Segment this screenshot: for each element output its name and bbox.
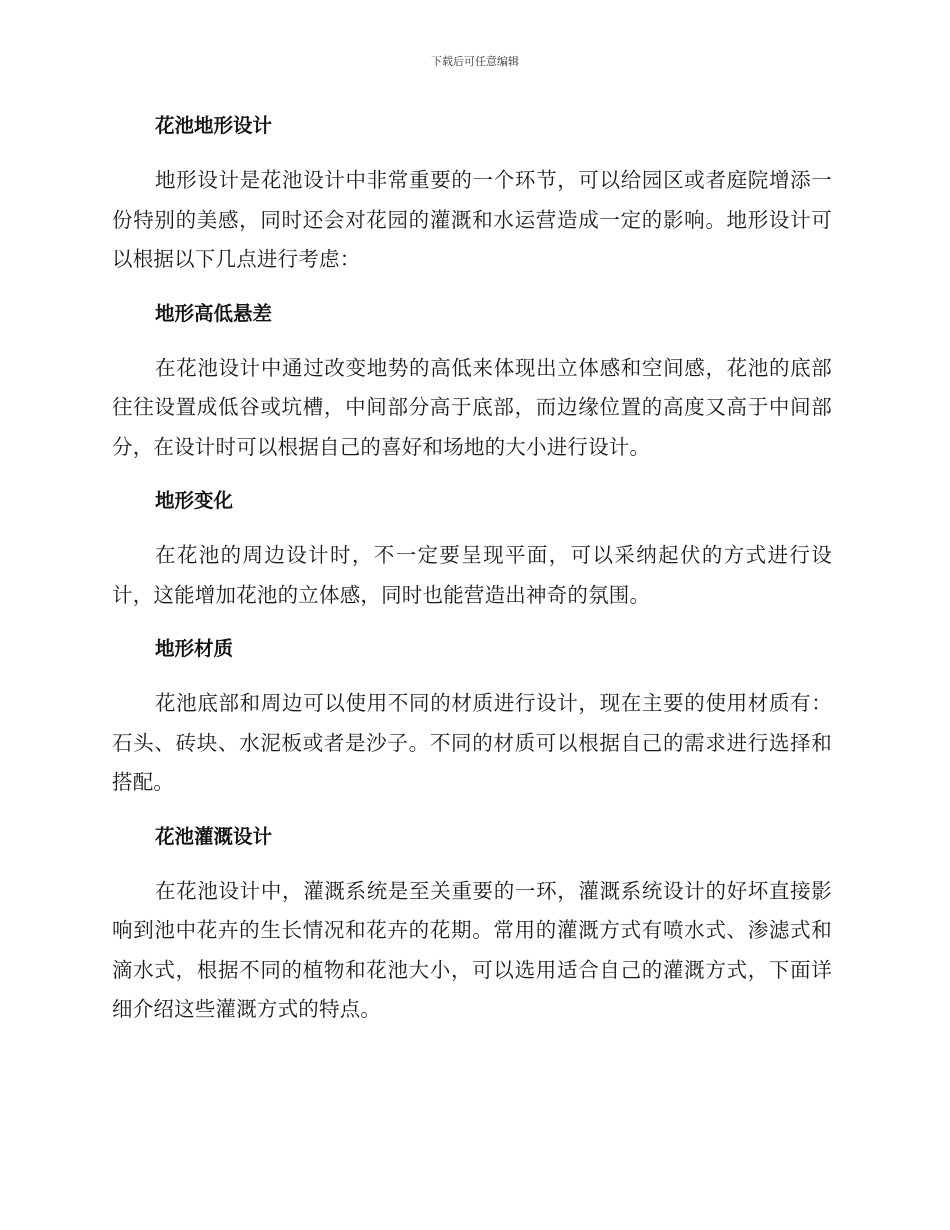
document-body (112, 106, 832, 1030)
section-paragraph-height-difference: 在花池设计中通过改变地势的高低来体现出立体感和空间感，花池的底部往往设置成低谷或坑槽，中间部分高于底部，而边缘位置的高度又高于中间部分，在设计时可以根据自己的喜好和场地的大小进行设计。 (112, 355, 832, 459)
section-heading-irrigation-design: 花池灌溉设计 (155, 824, 273, 848)
section-heading-terrain-variation: 地形变化 (155, 489, 234, 512)
page-header-note: 下载后可任意编辑 (431, 55, 519, 68)
section-paragraph-irrigation-design: 在花池设计中，灌溉系统是至关重要的一环，灌溉系统设计的好坏直接影响到池中花卉的生长情况和花卉的花期。常用的灌溉方式有喷水式、渗滤式和滴水式，根据不同的植物和花池大小，可以选用适合自己的灌溉方式，下面详细介绍这些灌溉方式的特点。 (112, 878, 832, 1021)
section-heading-terrain-material: 地形材质 (155, 637, 234, 660)
section-paragraph-terrain-design: 地形设计是花池设计中非常重要的一个环节，可以给园区或者庭院增添一份特别的美感，同时还会对花园的灌溉和水运营造成一定的影响。地形设计可以根据以下几点进行考虑： (112, 168, 832, 271)
section-paragraph-terrain-variation: 在花池的周边设计时，不一定要呈现平面，可以采纳起伏的方式进行设计，这能增加花池的立体感，同时也能营造出神奇的氛围。 (112, 543, 832, 607)
section-heading-height-difference: 地形高低悬差 (155, 301, 273, 325)
section-heading-terrain-design: 花池地形设计 (155, 114, 273, 137)
section-paragraph-terrain-material: 花池底部和周边可以使用不同的材质进行设计，现在主要的使用材质有：石头、砖块、水泥板或者是沙子。不同的材质可以根据自己的需求进行选择和搭配。 (112, 691, 832, 794)
